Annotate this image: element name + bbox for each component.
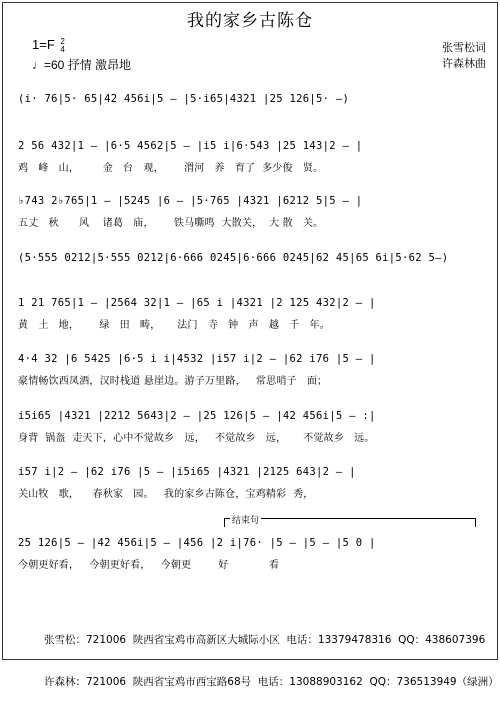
notation-line: 4·4 32 |6 5425 |6·5 i i|4532 |i57 i|2 – |62 i76 |5 – |	[18, 353, 376, 365]
notation-line: i57 i|2 – |62 i76 |5 – |i5i65 |4321 |2125 643|2 – |	[18, 466, 356, 478]
notation-line: 2 56 432|1 – |6·5 4562|5 – |i5 i|6·543 |25 143|2 – |	[18, 140, 363, 152]
score-row-3	[18, 195, 480, 229]
notation-line: ♭743 2♭765|1 – |5245 |6 – |5·765 |4321 |6212 5|5 – |	[18, 195, 363, 207]
lyrics-line: 今朝更好看， 今朝更好看， 今朝更 好 看	[18, 560, 280, 571]
time-signature: 2 4	[60, 36, 65, 54]
ending-label: 结束句	[230, 513, 261, 526]
lyrics-line: 五丈 秋 风 诸葛 庙， 铁马嘶鸣 大散关， 大 散 关。	[18, 218, 324, 229]
lyrics-line: 身背 锅盔 走天下，心中不觉故乡 远， 不觉故乡 远， 不觉故乡 远。	[18, 433, 375, 444]
contact-line-lyricist: 张雪松：721006 陕西省宝鸡市高新区大城际小区 电话：13379478316 QQ：438607396	[44, 634, 486, 646]
score-row-2	[18, 140, 480, 174]
composer-credit: 许森林曲	[442, 58, 486, 70]
lyrics-line: 鸡 峰 山， 金 台 观， 渭河 养 育了 多少俊 贤。	[18, 163, 324, 174]
song-title: 我的家乡古陈仓	[187, 11, 313, 31]
tempo-marking: ♩=60 抒情 激昂地	[32, 58, 132, 72]
notation-line: (5·555 0212|5·555 0212|6·666 0245|6·666 0245|62 45|65 6i|5·62 5–)	[18, 252, 449, 264]
contact-line-composer: 许森林：721006 陕西省宝鸡市西宝路68号 电话：13088903162 QQ：736513949（绿洲）	[44, 676, 499, 688]
lyrics-line: 关山牧 歌， 春秋家 园。 我的家乡古陈仓，宝鸡精彩 秀，	[18, 489, 314, 500]
lyricist-credit: 张雪松词	[442, 42, 486, 54]
score-row-4	[18, 252, 480, 264]
notation-line: 25 126|5 – |42 456i|5 – |456 |2 i|76· |5 – |5 – |5 0 |	[18, 537, 376, 549]
notation-line: 1 21 765|1 – |2564 32|1 – |65 i |4321 |2 125 432|2 – |	[18, 297, 376, 309]
score-row-7	[18, 410, 480, 444]
lyrics-line: 黄 土 地， 绿 田 畴， 法门 寺 钟 声 越 千 年。	[18, 320, 330, 331]
score-row-8	[18, 466, 480, 500]
notation-line: (i· 76|5· 65|42 456i|5 – |5·i65|4321 |25 126|5· –)	[18, 93, 350, 105]
key-label: 1=F	[32, 37, 55, 52]
lyrics-line: 豪情畅饮西凤酒，汉时栈道 悬崖边。游子万里路， 常思哨子 面；	[18, 376, 328, 387]
key-signature	[32, 37, 65, 54]
score-row-9	[18, 537, 480, 571]
notation-line: i5i65 |4321 |2212 5643|2 – |25 126|5 – |42 456i|5 – :|	[18, 410, 376, 422]
contact-info	[44, 605, 499, 703]
score-row-1	[18, 93, 480, 105]
score-row-6	[18, 353, 480, 387]
score-row-5	[18, 297, 480, 331]
ending-bracket	[224, 518, 476, 527]
credits	[442, 40, 486, 72]
